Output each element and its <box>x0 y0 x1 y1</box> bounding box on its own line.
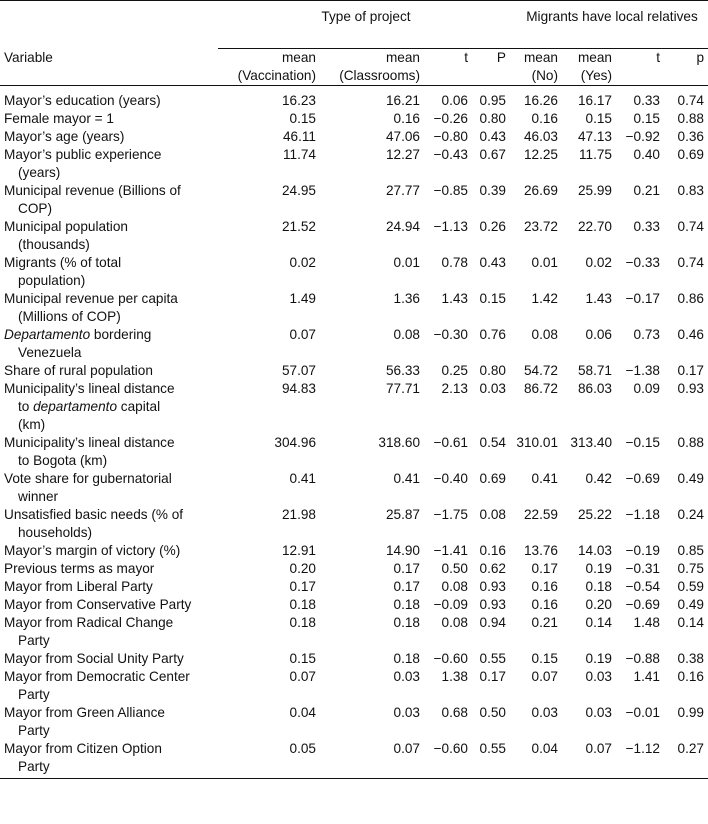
cell-mean-classrooms: 0.41 <box>393 471 420 486</box>
cell-p2: 0.74 <box>677 219 704 234</box>
cell-mean-yes: 0.19 <box>585 651 612 666</box>
cell-p2: 0.93 <box>677 381 704 396</box>
cell-mean-no: 310.01 <box>516 435 558 450</box>
cell-t1: 1.43 <box>441 291 468 306</box>
cell-p1: 0.55 <box>472 740 510 779</box>
cell-mean-no: 16.26 <box>523 93 558 108</box>
row-label-line: Venezuela <box>18 345 82 360</box>
col-header-mean-yes <box>558 49 612 86</box>
cell-t1: 0.78 <box>441 255 468 270</box>
col-header-line: mean <box>577 50 612 65</box>
row-label-line: (Millions of COP) <box>18 309 121 324</box>
cell-mean-no: 0.16 <box>531 597 558 612</box>
cell-t2: −0.92 <box>625 129 660 144</box>
table-row <box>0 596 708 614</box>
table-row <box>0 542 708 560</box>
table-header <box>0 1 708 86</box>
cell-p1: 0.93 <box>479 579 506 594</box>
table-row <box>0 218 708 254</box>
cell-t1: −0.43 <box>433 147 468 162</box>
cell-t1: −1.41 <box>433 543 468 558</box>
cell-mean-no: 26.69 <box>523 183 558 198</box>
cell-t1: −0.80 <box>433 129 468 144</box>
cell-mean-vaccination: 1.49 <box>289 291 316 306</box>
cell-mean-vaccination: 0.07 <box>289 669 316 684</box>
cell-mean-classrooms: 0.16 <box>393 111 420 126</box>
cell-mean-yes: 22.70 <box>577 219 612 234</box>
cell-mean-classrooms: 0.08 <box>393 327 420 342</box>
cell-mean-no: 13.76 <box>523 543 558 558</box>
cell-p2: 0.49 <box>677 471 704 486</box>
cell-t2: −0.31 <box>625 561 660 576</box>
col-header-mean-no <box>510 49 558 86</box>
cell-mean-vaccination: 16.23 <box>281 93 316 108</box>
cell-mean-classrooms: 12.27 <box>385 147 420 162</box>
cell-p2: 0.69 <box>677 147 704 162</box>
row-label-line: Unsatisfied basic needs (% of <box>4 507 184 522</box>
cell-p1: 0.80 <box>479 363 506 378</box>
cell-mean-vaccination: 0.17 <box>289 579 316 594</box>
cell-t2: −0.01 <box>625 705 660 720</box>
cell-mean-yes: 25.99 <box>577 183 612 198</box>
cell-mean-classrooms: 0.03 <box>393 705 420 720</box>
cell-t2: 0.15 <box>633 111 660 126</box>
cell-t2: −0.33 <box>625 255 660 270</box>
cell-mean-no: 0.21 <box>531 615 558 630</box>
cell-mean-vaccination: 0.18 <box>289 597 316 612</box>
row-label-line: to Bogota (km) <box>18 453 108 468</box>
cell-mean-yes: 11.75 <box>578 147 612 162</box>
row-label-line: Mayor from Democratic Center <box>4 669 190 684</box>
row-label-line: Mayor from Green Alliance <box>4 705 165 720</box>
cell-p2: 0.74 <box>677 255 704 270</box>
cell-p2: 0.46 <box>677 327 704 342</box>
cell-mean-no: 0.15 <box>531 651 558 666</box>
col-header-variable: Variable <box>0 49 218 86</box>
table-row <box>0 380 708 434</box>
col-header-mean-classrooms <box>316 49 420 86</box>
cell-mean-yes: 47.13 <box>577 129 612 144</box>
row-label <box>0 596 218 614</box>
cell-mean-classrooms: 27.77 <box>385 183 420 198</box>
row-label-line: to departamento capital <box>18 399 161 414</box>
cell-t2: −0.15 <box>625 435 660 450</box>
row-label-line: winner <box>18 489 59 504</box>
table-row <box>0 290 708 326</box>
cell-p1: 0.62 <box>479 561 506 576</box>
cell-mean-yes: 0.03 <box>585 669 612 684</box>
group-label: Type of project <box>321 9 411 24</box>
col-header-line: (Vaccination) <box>237 68 316 83</box>
cell-t1: −0.60 <box>420 740 472 779</box>
cell-mean-yes: 58.71 <box>577 363 612 378</box>
row-label-line: Mayor from Radical Change <box>4 615 174 630</box>
cell-mean-classrooms: 0.03 <box>393 669 420 684</box>
cell-p1: 0.43 <box>479 129 506 144</box>
cell-mean-vaccination: 0.02 <box>289 255 316 270</box>
cell-p2: 0.88 <box>677 435 704 450</box>
cell-mean-yes: 0.14 <box>585 615 612 630</box>
table-row <box>0 86 708 111</box>
row-label <box>0 578 218 596</box>
cell-p2: 0.49 <box>677 597 704 612</box>
row-label-line: Vote share for gubernatorial <box>4 471 172 486</box>
row-label-line: Departamento bordering <box>4 327 152 342</box>
cell-mean-no: 54.72 <box>523 363 558 378</box>
row-label-line: households) <box>18 525 93 540</box>
row-label-line: Mayor from Social Unity Party <box>4 651 184 666</box>
table-row <box>0 110 708 128</box>
row-label <box>0 560 218 578</box>
cell-t2: 0.09 <box>633 381 660 396</box>
row-label <box>0 146 218 182</box>
cell-t2: 0.73 <box>633 327 660 342</box>
cell-mean-classrooms: 0.17 <box>393 561 420 576</box>
cell-p1: 0.39 <box>479 183 506 198</box>
table-row <box>0 668 708 704</box>
cell-p1: 0.93 <box>479 597 506 612</box>
cell-t2: −1.38 <box>625 363 660 378</box>
cell-p1: 0.26 <box>479 219 506 234</box>
cell-mean-no: 46.03 <box>523 129 558 144</box>
cell-t2: −0.19 <box>625 543 660 558</box>
cell-p2: 0.74 <box>677 93 704 108</box>
cell-mean-vaccination: 304.96 <box>274 435 316 450</box>
cell-t1: 0.68 <box>441 705 468 720</box>
cell-t1: 0.06 <box>441 93 468 108</box>
row-label-line: Mayor from Citizen Option <box>4 741 162 756</box>
cell-p2: 0.17 <box>677 363 704 378</box>
cell-mean-vaccination: 21.52 <box>281 219 316 234</box>
row-label-line: (years) <box>18 165 61 180</box>
row-label <box>0 218 218 254</box>
cell-mean-no: 0.16 <box>531 579 558 594</box>
cell-p2: 0.36 <box>677 129 704 144</box>
cell-mean-no: 1.42 <box>531 291 558 306</box>
row-label-line: Share of rural population <box>4 363 153 378</box>
cell-p1: 0.55 <box>479 651 506 666</box>
row-label <box>0 650 218 668</box>
cell-mean-classrooms: 25.87 <box>385 507 420 522</box>
cell-p1: 0.67 <box>479 147 506 162</box>
cell-p2: 0.85 <box>677 543 704 558</box>
cell-mean-vaccination: 0.07 <box>289 327 316 342</box>
cell-mean-vaccination: 0.15 <box>289 111 316 126</box>
table-row <box>0 470 708 506</box>
row-label <box>0 128 218 146</box>
row-label <box>0 668 218 704</box>
cell-t1: 1.38 <box>441 669 468 684</box>
cell-mean-yes: 0.02 <box>585 255 612 270</box>
cell-mean-classrooms: 318.60 <box>378 435 420 450</box>
cell-p1: 0.80 <box>479 111 506 126</box>
row-label <box>0 704 218 740</box>
col-header-line: (Classrooms) <box>339 68 420 83</box>
table-row <box>0 254 708 290</box>
italic-term: Departamento <box>4 327 91 342</box>
cell-t1: 0.08 <box>441 579 468 594</box>
cell-mean-vaccination: 21.98 <box>281 507 316 522</box>
cell-mean-vaccination: 0.05 <box>218 740 316 779</box>
table-row <box>0 614 708 650</box>
cell-mean-yes: 313.40 <box>570 435 612 450</box>
cell-p2: 0.83 <box>677 183 704 198</box>
cell-p1: 0.17 <box>479 669 506 684</box>
table-row <box>0 326 708 362</box>
cell-t2: 1.48 <box>633 615 660 630</box>
cell-mean-classrooms: 0.17 <box>393 579 420 594</box>
cell-mean-no: 0.41 <box>531 471 558 486</box>
table-row <box>0 506 708 542</box>
cell-t2: −1.18 <box>625 507 660 522</box>
cell-mean-no: 0.01 <box>531 255 558 270</box>
row-label-line: Mayor’s margin of victory (%) <box>4 543 181 558</box>
cell-p2: 0.38 <box>677 651 704 666</box>
cell-mean-yes: 1.43 <box>585 291 612 306</box>
row-label <box>0 254 218 290</box>
cell-t2: 0.33 <box>633 93 660 108</box>
cell-p1: 0.08 <box>479 507 506 522</box>
cell-mean-no: 0.08 <box>531 327 558 342</box>
cell-mean-classrooms: 0.18 <box>393 597 420 612</box>
cell-t1: 0.50 <box>441 561 468 576</box>
cell-mean-no: 86.72 <box>523 381 558 396</box>
row-label-line: Mayor from Conservative Party <box>4 597 192 612</box>
column-header-row <box>0 49 708 86</box>
cell-t2: 0.33 <box>633 219 660 234</box>
cell-t1: −0.61 <box>433 435 468 450</box>
cell-mean-yes: 86.03 <box>577 381 612 396</box>
cell-p2: 0.59 <box>677 579 704 594</box>
table-row <box>0 650 708 668</box>
row-label <box>0 740 218 779</box>
cell-p2: 0.24 <box>677 507 704 522</box>
row-label-line: Municipal revenue per capita <box>4 291 178 306</box>
table-row <box>0 740 708 779</box>
cell-t2: 0.40 <box>633 147 660 162</box>
cell-mean-yes: 0.03 <box>585 705 612 720</box>
cell-p1: 0.15 <box>479 291 506 306</box>
cell-t1: 0.25 <box>441 363 468 378</box>
row-label-line: Mayor from Liberal Party <box>4 579 153 594</box>
cell-mean-classrooms: 56.33 <box>385 363 420 378</box>
table-row <box>0 362 708 380</box>
cell-t2: −0.69 <box>625 597 660 612</box>
cell-t2: −0.88 <box>625 651 660 666</box>
cell-t1: −0.60 <box>433 651 468 666</box>
row-label-line: Mayor’s education (years) <box>4 93 161 108</box>
cell-mean-classrooms: 14.90 <box>385 543 420 558</box>
cell-p1: 0.03 <box>479 381 506 396</box>
cell-t2: −1.12 <box>612 740 664 779</box>
cell-mean-classrooms: 47.06 <box>385 129 420 144</box>
cell-mean-classrooms: 16.21 <box>385 93 420 108</box>
col-header-t2: t <box>612 49 664 86</box>
cell-mean-yes: 0.15 <box>585 111 612 126</box>
row-label-line: Municipality’s lineal distance <box>4 381 175 396</box>
row-label <box>0 326 218 362</box>
cell-mean-classrooms: 0.18 <box>393 615 420 630</box>
row-label <box>0 434 218 470</box>
cell-mean-yes: 0.07 <box>558 740 612 779</box>
cell-p1: 0.54 <box>479 435 506 450</box>
row-label <box>0 470 218 506</box>
table-row <box>0 182 708 218</box>
table-row <box>0 146 708 182</box>
row-label <box>0 380 218 434</box>
cell-mean-yes: 0.42 <box>585 471 612 486</box>
italic-term: departamento <box>33 399 118 414</box>
cell-mean-classrooms: 24.94 <box>385 219 420 234</box>
cell-p2: 0.75 <box>677 561 704 576</box>
table-row <box>0 434 708 470</box>
row-label <box>0 506 218 542</box>
cell-mean-vaccination: 0.18 <box>289 615 316 630</box>
cell-mean-yes: 0.18 <box>585 579 612 594</box>
row-label-line: Migrants (% of total <box>4 255 122 270</box>
cell-t2: 1.41 <box>633 669 660 684</box>
cell-mean-no: 0.16 <box>531 111 558 126</box>
row-label-line: Municipal revenue (Billions of <box>4 183 181 198</box>
col-header-line: (Yes) <box>580 68 612 83</box>
cell-t1: −1.13 <box>433 219 468 234</box>
cell-mean-classrooms: 0.01 <box>393 255 420 270</box>
col-header-line: mean <box>385 50 420 65</box>
table-body <box>0 86 708 779</box>
table-row <box>0 128 708 146</box>
cell-t2: −0.69 <box>625 471 660 486</box>
cell-p2: 0.16 <box>677 669 704 684</box>
row-label <box>0 182 218 218</box>
cell-mean-vaccination: 0.15 <box>289 651 316 666</box>
row-label-line: COP) <box>18 201 52 216</box>
cell-p2: 0.86 <box>677 291 704 306</box>
cell-t1: −0.09 <box>433 597 468 612</box>
row-label <box>0 542 218 560</box>
cell-mean-yes: 25.22 <box>577 507 612 522</box>
cell-mean-vaccination: 24.95 <box>281 183 316 198</box>
cell-p1: 0.95 <box>479 93 506 108</box>
row-label <box>0 614 218 650</box>
cell-mean-vaccination: 0.04 <box>289 705 316 720</box>
row-label-line: (km) <box>18 417 46 432</box>
cell-mean-yes: 14.03 <box>577 543 612 558</box>
row-label-line: Municipal population <box>4 219 128 234</box>
cell-mean-no: 22.59 <box>523 507 558 522</box>
row-label-line: Mayor’s age (years) <box>4 129 125 144</box>
row-label-line: Party <box>18 633 50 648</box>
cell-mean-vaccination: 0.20 <box>289 561 316 576</box>
group-header-project-type <box>218 8 510 49</box>
cell-mean-no: 0.17 <box>531 561 558 576</box>
cell-mean-yes: 0.06 <box>585 327 612 342</box>
cell-t2: −0.54 <box>625 579 660 594</box>
row-label-line: Party <box>18 687 50 702</box>
cell-mean-classrooms: 0.07 <box>316 740 420 779</box>
cell-p1: 0.76 <box>479 327 506 342</box>
table-row <box>0 704 708 740</box>
cell-mean-no: 0.07 <box>531 669 558 684</box>
cell-mean-no: 12.25 <box>523 147 558 162</box>
col-header-line: (No) <box>531 68 558 83</box>
cell-mean-vaccination: 94.83 <box>281 381 316 396</box>
cell-mean-no: 0.04 <box>510 740 558 779</box>
cell-mean-no: 23.72 <box>523 219 558 234</box>
cell-p1: 0.94 <box>479 615 506 630</box>
col-header-line: mean <box>523 50 558 65</box>
row-label <box>0 290 218 326</box>
cell-t1: −1.75 <box>433 507 468 522</box>
cell-mean-classrooms: 1.36 <box>393 291 420 306</box>
row-label-line: Previous terms as mayor <box>4 561 155 576</box>
row-label-line: (thousands) <box>18 237 90 252</box>
cell-p2: 0.88 <box>677 111 704 126</box>
cell-mean-vaccination: 12.91 <box>281 543 316 558</box>
group-label: Migrants have local relatives <box>526 9 698 24</box>
col-header-p1: P <box>472 49 510 86</box>
cell-mean-classrooms: 0.18 <box>393 651 420 666</box>
row-label <box>0 86 218 111</box>
cell-mean-vaccination: 46.11 <box>282 129 316 144</box>
col-header-line: mean <box>281 50 316 65</box>
cell-p2: 0.14 <box>677 615 704 630</box>
row-label-line: population) <box>18 273 86 288</box>
cell-p1: 0.69 <box>479 471 506 486</box>
row-label-line: Party <box>18 759 50 774</box>
row-label <box>0 110 218 128</box>
cell-mean-yes: 16.17 <box>577 93 612 108</box>
row-label-line: Municipality’s lineal distance <box>4 435 175 450</box>
cell-p2: 0.99 <box>677 705 704 720</box>
cell-t1: 2.13 <box>441 381 468 396</box>
cell-p1: 0.16 <box>479 543 506 558</box>
col-header-t1: t <box>420 49 472 86</box>
cell-mean-vaccination: 0.41 <box>289 471 316 486</box>
cell-t1: 0.08 <box>441 615 468 630</box>
cell-p2: 0.27 <box>664 740 708 779</box>
row-label-line: Party <box>18 723 50 738</box>
cell-t1: −0.26 <box>433 111 468 126</box>
cell-t2: 0.21 <box>633 183 660 198</box>
cell-p1: 0.43 <box>479 255 506 270</box>
cell-t1: −0.30 <box>433 327 468 342</box>
col-header-mean-vaccination <box>218 49 316 86</box>
group-header-local-relatives <box>510 8 708 49</box>
cell-mean-vaccination: 57.07 <box>281 363 316 378</box>
cell-mean-classrooms: 77.71 <box>385 381 420 396</box>
cell-mean-vaccination: 11.74 <box>282 147 316 162</box>
cell-t1: −0.40 <box>433 471 468 486</box>
cell-mean-yes: 0.20 <box>585 597 612 612</box>
table-row <box>0 560 708 578</box>
col-header-p2: p <box>664 49 708 86</box>
table-row <box>0 578 708 596</box>
row-label <box>0 362 218 380</box>
cell-t1: −0.85 <box>433 183 468 198</box>
cell-p1: 0.50 <box>479 705 506 720</box>
cell-mean-no: 0.03 <box>531 705 558 720</box>
cell-t2: −0.17 <box>625 291 660 306</box>
row-label-line: Mayor’s public experience <box>4 147 162 162</box>
row-label-line: Female mayor = 1 <box>4 111 114 126</box>
cell-mean-yes: 0.19 <box>585 561 612 576</box>
